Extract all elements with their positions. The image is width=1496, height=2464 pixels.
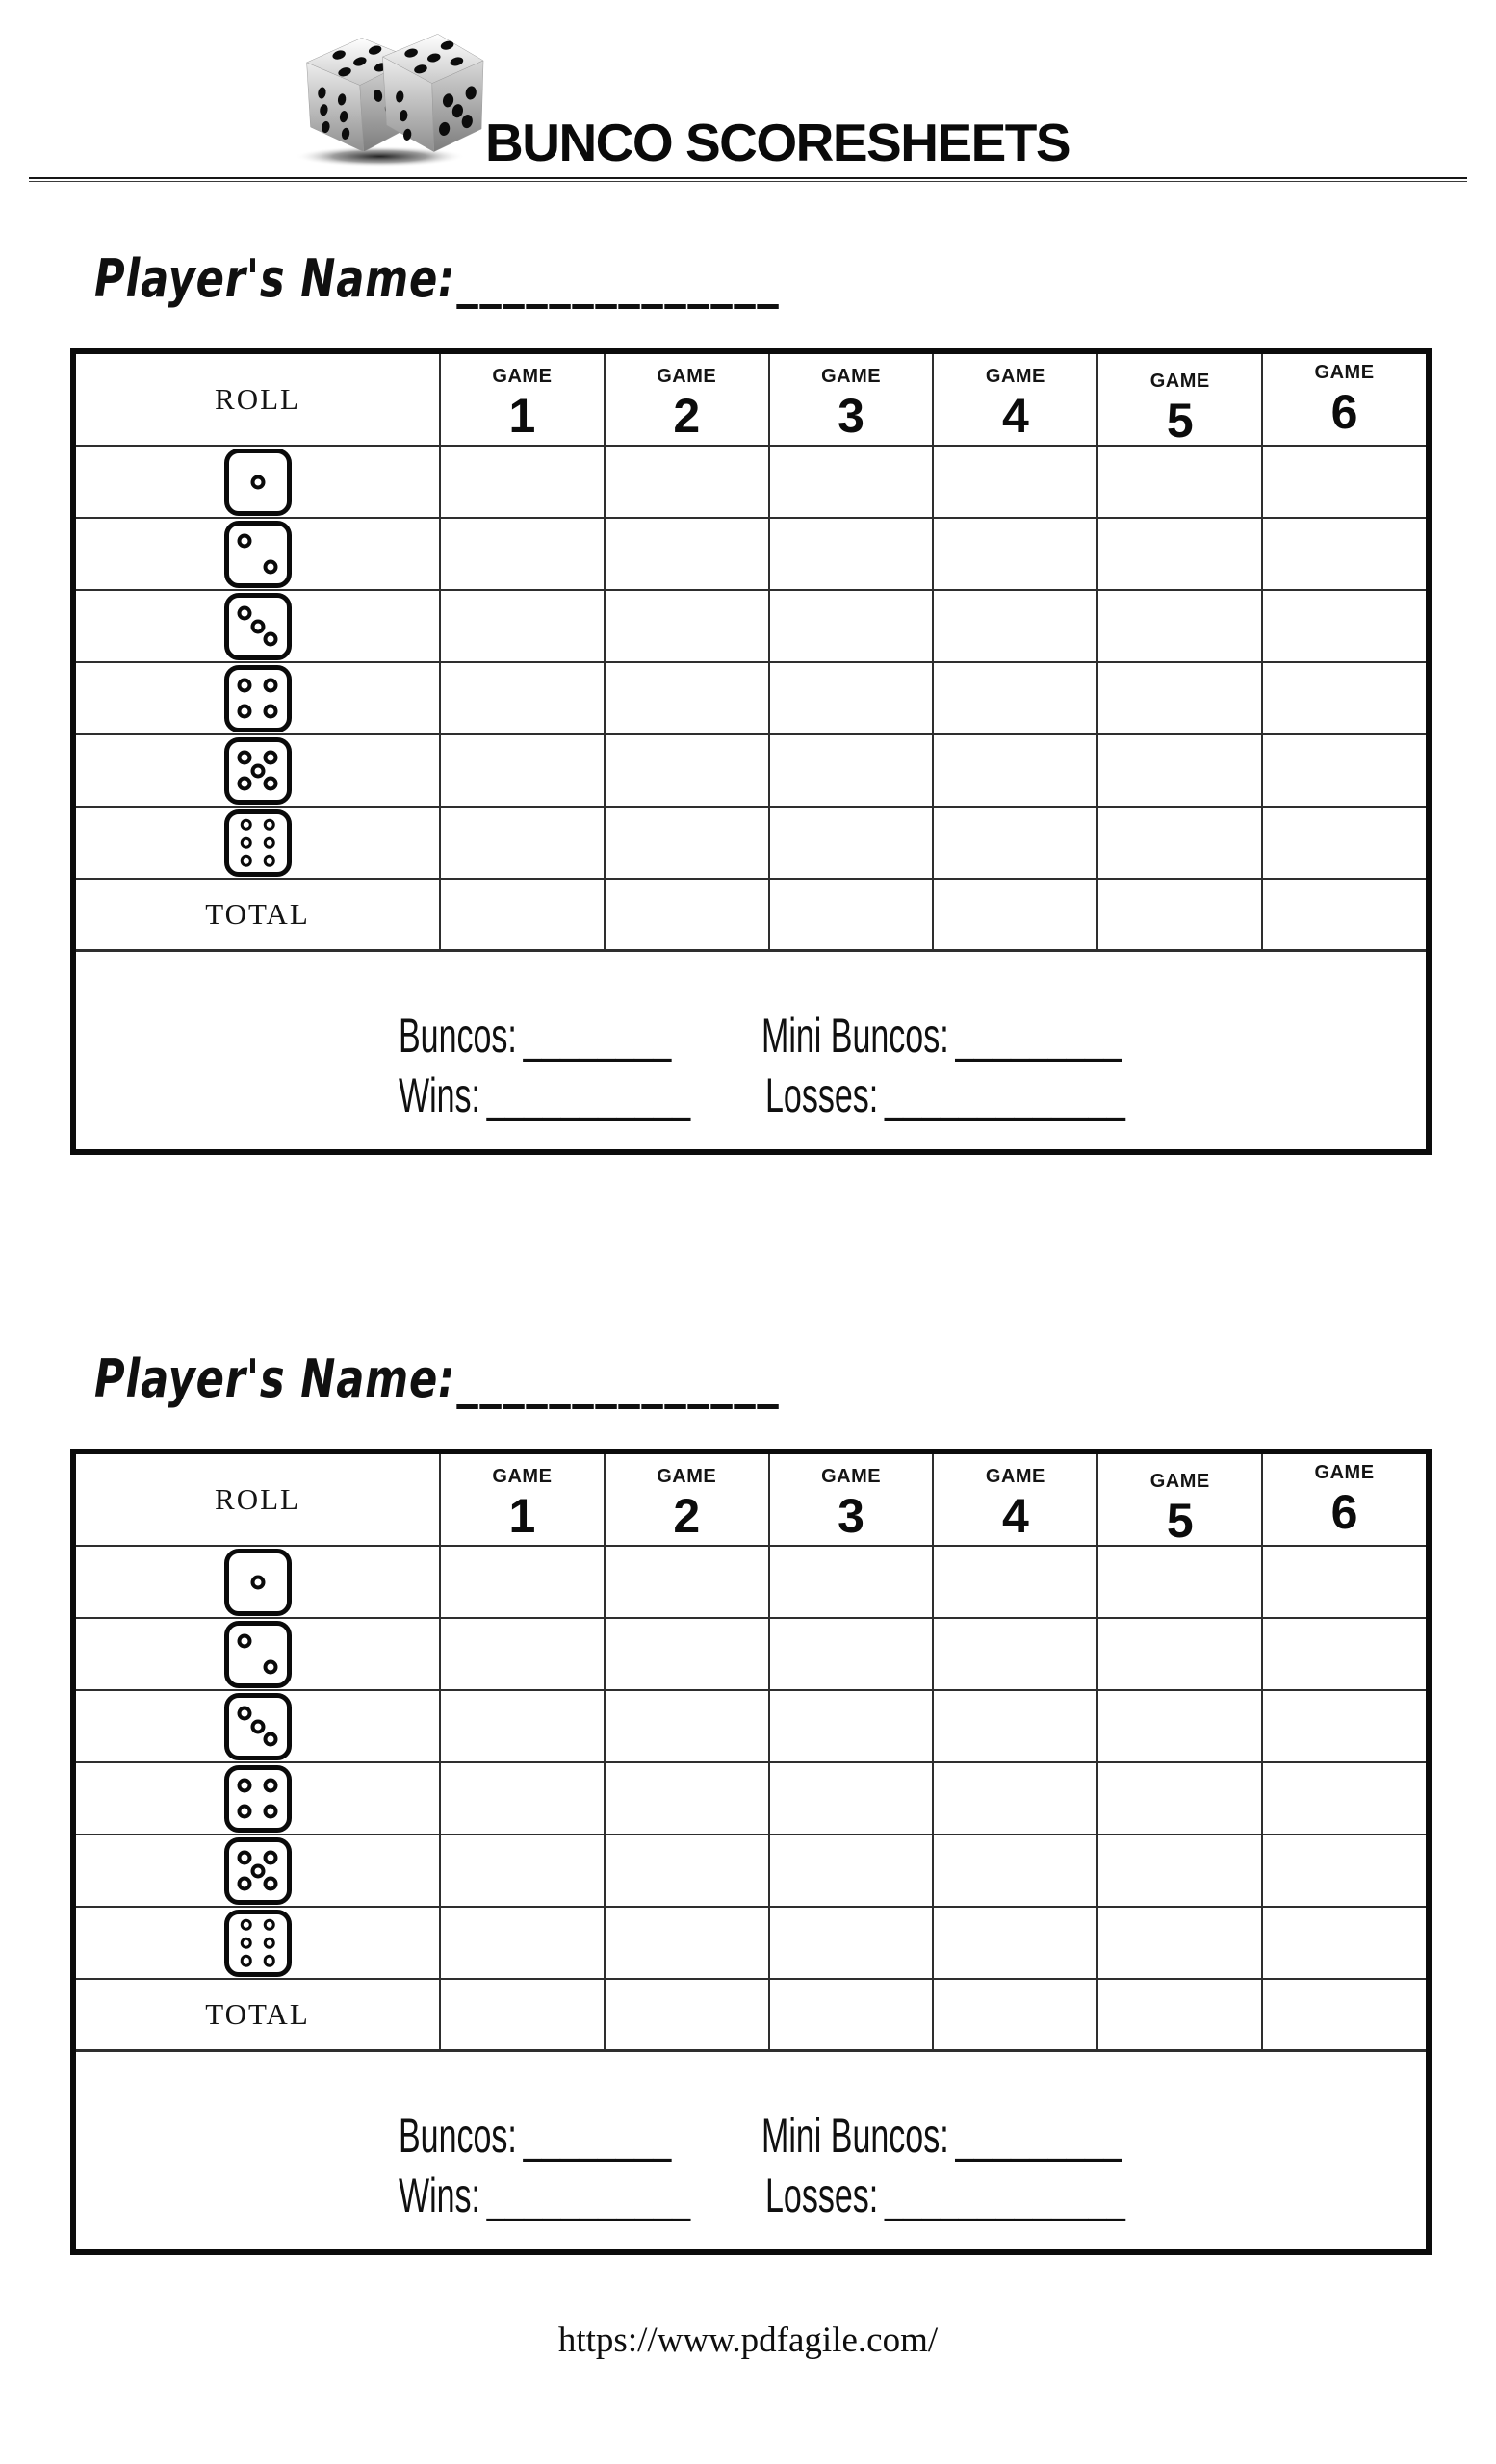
score-row-die-3 — [76, 1689, 1426, 1761]
score-cell[interactable] — [604, 735, 768, 806]
mini-buncos-blank-line[interactable]: _________ — [955, 2109, 1122, 2163]
score-table — [70, 1449, 1432, 2255]
scoresheet-2 — [0, 1339, 1496, 2441]
roll-column-header: ROLL — [215, 1482, 300, 1516]
score-cell[interactable] — [932, 447, 1096, 517]
dice-logo-image — [282, 12, 486, 171]
score-cell[interactable] — [932, 1691, 1096, 1761]
page-title: BUNCO SCORESHEETS — [485, 113, 1070, 172]
score-row-die-1 — [76, 1545, 1426, 1617]
die-3-icon — [224, 1693, 292, 1760]
summary-section — [76, 2049, 1426, 2249]
score-cell[interactable] — [1096, 591, 1261, 661]
score-cell[interactable] — [439, 447, 604, 517]
score-cell[interactable] — [439, 1547, 604, 1617]
buncos-field — [399, 1008, 672, 1064]
game-2-header: GAME 2 — [604, 1454, 768, 1545]
score-cell[interactable] — [1261, 1691, 1426, 1761]
game-5-header: GAME 5 — [1096, 354, 1261, 445]
player-name-label: Player's Name: — [94, 1348, 456, 1409]
losses-field — [765, 1067, 1125, 1123]
losses-label: Losses: — [765, 1068, 879, 1122]
die-6-icon — [224, 1910, 292, 1977]
score-row-die-4 — [76, 661, 1426, 733]
header-divider — [29, 177, 1467, 182]
score-cell[interactable] — [1096, 1763, 1261, 1834]
score-row-die-5 — [76, 1834, 1426, 1906]
wins-field — [399, 2168, 691, 2223]
roll-column-header: ROLL — [215, 382, 300, 416]
score-cell[interactable] — [932, 519, 1096, 589]
total-cell[interactable] — [604, 1980, 768, 2049]
player-name-label: Player's Name: — [94, 248, 456, 309]
score-cell[interactable] — [439, 735, 604, 806]
score-cell[interactable] — [768, 735, 933, 806]
score-cell[interactable] — [1096, 447, 1261, 517]
losses-field — [765, 2168, 1125, 2223]
total-row — [76, 878, 1426, 949]
score-cell[interactable] — [932, 591, 1096, 661]
score-cell[interactable] — [768, 1547, 933, 1617]
score-cell[interactable] — [1096, 735, 1261, 806]
total-cell[interactable] — [439, 880, 604, 949]
score-cell[interactable] — [1261, 1835, 1426, 1906]
score-cell[interactable] — [1096, 1908, 1261, 1978]
score-cell[interactable] — [439, 808, 604, 878]
score-table — [70, 348, 1432, 1155]
total-cell[interactable] — [1261, 1980, 1426, 2049]
score-cell[interactable] — [1096, 1619, 1261, 1689]
game-3-header: GAME 3 — [768, 1454, 933, 1545]
score-row-die-2 — [76, 517, 1426, 589]
score-cell[interactable] — [604, 1835, 768, 1906]
score-cell[interactable] — [604, 663, 768, 733]
score-row-die-4 — [76, 1761, 1426, 1834]
score-cell[interactable] — [1261, 663, 1426, 733]
score-cell[interactable] — [439, 1835, 604, 1906]
score-cell[interactable] — [768, 1691, 933, 1761]
score-cell[interactable] — [1261, 1619, 1426, 1689]
score-cell[interactable] — [439, 519, 604, 589]
die-2-icon — [224, 521, 292, 588]
total-cell[interactable] — [439, 1980, 604, 2049]
score-cell[interactable] — [932, 1547, 1096, 1617]
losses-blank-line[interactable]: _____________ — [884, 1068, 1126, 1122]
score-cell[interactable] — [768, 447, 933, 517]
score-cell[interactable] — [1261, 519, 1426, 589]
score-cell[interactable] — [604, 1619, 768, 1689]
losses-label: Losses: — [765, 2169, 879, 2222]
die-5-icon — [224, 1837, 292, 1905]
score-row-die-6 — [76, 1906, 1426, 1978]
score-cell[interactable] — [768, 519, 933, 589]
total-cell[interactable] — [1096, 1980, 1261, 2049]
total-label: TOTAL — [205, 897, 310, 931]
die-3-icon — [224, 593, 292, 660]
die-4-icon — [224, 665, 292, 732]
score-cell[interactable] — [1096, 1835, 1261, 1906]
game-3-header: GAME 3 — [768, 354, 933, 445]
score-cell[interactable] — [604, 1547, 768, 1617]
score-cell[interactable] — [1096, 1547, 1261, 1617]
score-cell[interactable] — [439, 1691, 604, 1761]
score-cell[interactable] — [1261, 735, 1426, 806]
score-cell[interactable] — [1096, 663, 1261, 733]
buncos-field — [399, 2108, 672, 2164]
score-cell[interactable] — [439, 1619, 604, 1689]
die-4-icon — [224, 1765, 292, 1833]
scoresheet-1 — [0, 239, 1496, 1341]
die-2-icon — [224, 1621, 292, 1688]
score-cell[interactable] — [439, 663, 604, 733]
summary-section — [76, 949, 1426, 1149]
buncos-label: Buncos: — [399, 2109, 517, 2163]
score-cell[interactable] — [1096, 808, 1261, 878]
score-cell[interactable] — [768, 1619, 933, 1689]
footer-url-link[interactable]: https://www.pdfagile.com/ — [557, 2321, 939, 2360]
score-cell[interactable] — [768, 591, 933, 661]
die-5-icon — [224, 737, 292, 805]
total-cell[interactable] — [604, 880, 768, 949]
score-row-die-5 — [76, 733, 1426, 806]
player-name-blank-line[interactable]: ______________ — [456, 1348, 781, 1409]
score-row-die-3 — [76, 589, 1426, 661]
table-header-row — [76, 354, 1426, 448]
score-cell[interactable] — [439, 1908, 604, 1978]
player-name-heading — [94, 1348, 781, 1409]
score-cell[interactable] — [604, 1908, 768, 1978]
wins-field — [399, 1067, 691, 1123]
wins-label: Wins: — [399, 2169, 480, 2222]
score-cell[interactable] — [768, 1763, 933, 1834]
die-1-icon — [224, 1549, 292, 1616]
score-cell[interactable] — [932, 735, 1096, 806]
score-cell[interactable] — [1261, 1908, 1426, 1978]
score-cell[interactable] — [768, 808, 933, 878]
score-cell[interactable] — [768, 1835, 933, 1906]
mini-buncos-label: Mini Buncos: — [761, 1009, 949, 1063]
score-cell[interactable] — [932, 663, 1096, 733]
score-cell[interactable] — [604, 1691, 768, 1761]
score-cell[interactable] — [1096, 519, 1261, 589]
total-label: TOTAL — [205, 1997, 310, 2031]
score-cell[interactable] — [932, 1908, 1096, 1978]
score-cell[interactable] — [768, 1908, 933, 1978]
total-cell[interactable] — [768, 1980, 933, 2049]
score-cell[interactable] — [604, 1763, 768, 1834]
score-cell[interactable] — [604, 447, 768, 517]
score-cell[interactable] — [1096, 1691, 1261, 1761]
score-cell[interactable] — [604, 808, 768, 878]
score-row-die-6 — [76, 806, 1426, 878]
mini-buncos-field — [761, 2108, 1122, 2164]
score-cell[interactable] — [932, 1763, 1096, 1834]
game-4-header: GAME 4 — [932, 1454, 1096, 1545]
total-cell[interactable] — [1261, 880, 1426, 949]
die-6-icon — [224, 809, 292, 877]
die-1-icon — [224, 449, 292, 516]
wins-blank-line[interactable]: ___________ — [486, 2169, 691, 2222]
game-2-header: GAME 2 — [604, 354, 768, 445]
total-cell[interactable] — [932, 1980, 1096, 2049]
page-footer — [0, 2320, 1496, 2361]
score-cell[interactable] — [1261, 447, 1426, 517]
total-cell[interactable] — [768, 880, 933, 949]
score-cell[interactable] — [604, 519, 768, 589]
wins-blank-line[interactable]: ___________ — [486, 1068, 691, 1122]
score-cell[interactable] — [932, 808, 1096, 878]
score-cell[interactable] — [1261, 591, 1426, 661]
mini-buncos-field — [761, 1008, 1122, 1064]
buncos-blank-line[interactable]: ________ — [523, 2109, 672, 2163]
game-1-header: GAME 1 — [439, 354, 604, 445]
table-header-row — [76, 1454, 1426, 1548]
wins-label: Wins: — [399, 1068, 480, 1122]
score-row-die-2 — [76, 1617, 1426, 1689]
mini-buncos-label: Mini Buncos: — [761, 2109, 949, 2163]
score-cell[interactable] — [1261, 808, 1426, 878]
score-cell[interactable] — [1261, 1547, 1426, 1617]
score-cell[interactable] — [1261, 1763, 1426, 1834]
total-cell[interactable] — [1096, 880, 1261, 949]
score-row-die-1 — [76, 445, 1426, 517]
score-cell[interactable] — [932, 1619, 1096, 1689]
score-cell[interactable] — [439, 591, 604, 661]
score-cell[interactable] — [439, 1763, 604, 1834]
player-name-heading — [94, 248, 781, 309]
buncos-blank-line[interactable]: ________ — [523, 1009, 672, 1063]
total-row — [76, 1978, 1426, 2049]
game-1-header: GAME 1 — [439, 1454, 604, 1545]
game-6-header: GAME 6 — [1261, 354, 1426, 445]
mini-buncos-blank-line[interactable]: _________ — [955, 1009, 1122, 1063]
buncos-label: Buncos: — [399, 1009, 517, 1063]
game-4-header: GAME 4 — [932, 354, 1096, 445]
score-cell[interactable] — [604, 591, 768, 661]
losses-blank-line[interactable]: _____________ — [884, 2169, 1126, 2222]
score-cell[interactable] — [932, 1835, 1096, 1906]
game-6-header: GAME 6 — [1261, 1454, 1426, 1545]
total-cell[interactable] — [932, 880, 1096, 949]
player-name-blank-line[interactable]: ______________ — [456, 248, 781, 309]
game-5-header: GAME 5 — [1096, 1454, 1261, 1545]
score-cell[interactable] — [768, 663, 933, 733]
